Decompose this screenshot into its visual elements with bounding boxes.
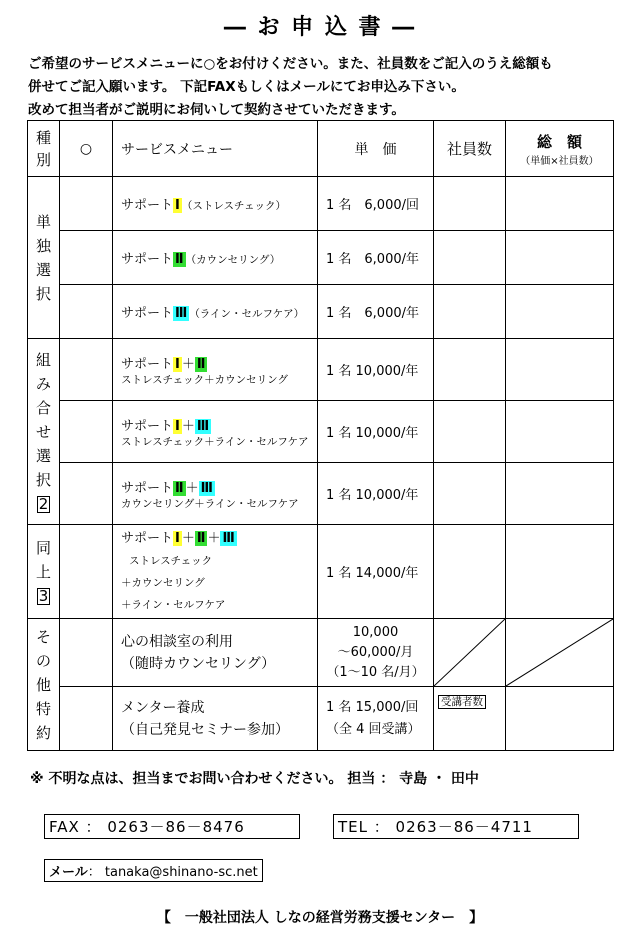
total-cell[interactable] bbox=[506, 339, 614, 401]
attendees-badge: 受講者数 bbox=[438, 695, 486, 709]
unit-price: 1 名 10,000/年 bbox=[318, 463, 434, 525]
cat-char: 独 bbox=[35, 236, 51, 255]
service-sub: （随時カウンセリング） bbox=[121, 655, 276, 672]
select-cell[interactable] bbox=[60, 401, 113, 463]
cat-char: 同 bbox=[35, 538, 51, 557]
select-cell[interactable] bbox=[60, 687, 113, 751]
header-type bbox=[28, 121, 60, 177]
cat-char: 合 bbox=[35, 398, 51, 417]
employees-cell[interactable] bbox=[434, 177, 506, 231]
intro-line-3: 改めて担当者がご説明にお伺いして契約させていただきます。 bbox=[28, 102, 405, 118]
email-field bbox=[44, 859, 263, 882]
category-single bbox=[28, 177, 60, 339]
unit-price: 1 名 6,000/年 bbox=[318, 285, 434, 339]
service-menu bbox=[113, 285, 318, 339]
total-cell[interactable] bbox=[506, 401, 614, 463]
email-label: メール bbox=[49, 865, 88, 880]
header-employees: 社員数 bbox=[434, 121, 506, 177]
cat-char: の bbox=[35, 651, 51, 670]
select-cell[interactable] bbox=[60, 463, 113, 525]
total-cell[interactable] bbox=[506, 463, 614, 525]
service-sub: （カウンセリング） bbox=[185, 254, 281, 266]
fax-number: FAX ： 0263－86－8476 bbox=[44, 814, 300, 839]
price-line: 1 名 15,000/回 bbox=[326, 699, 419, 715]
header-price: 単 価 bbox=[318, 121, 434, 177]
unit-price bbox=[318, 619, 434, 687]
support-badge-3: Ⅲ bbox=[175, 306, 188, 321]
employees-cell-na bbox=[434, 619, 506, 687]
plus: ＋ bbox=[181, 418, 195, 434]
service-menu bbox=[113, 177, 318, 231]
cat-char: 択 bbox=[35, 470, 51, 489]
service-menu bbox=[113, 401, 318, 463]
intro-line-1: ご希望のサービスメニューに○をお付けください。また、社員数をご記入のうえ総額も bbox=[28, 56, 553, 72]
unit-price: 1 名 10,000/年 bbox=[318, 339, 434, 401]
select-cell[interactable] bbox=[60, 231, 113, 285]
support-badge-2: Ⅱ bbox=[196, 356, 206, 372]
select-cell[interactable] bbox=[60, 339, 113, 401]
table-row bbox=[28, 687, 614, 751]
unit-price: 1 名 6,000/回 bbox=[318, 177, 434, 231]
header-total bbox=[506, 121, 614, 177]
intro-line-2: 併せてご記入願います。 下記FAXもしくはメールにてお申込み下さい。 bbox=[28, 79, 465, 95]
plus: ＋ bbox=[181, 356, 195, 372]
support-badge-2: Ⅱ bbox=[196, 530, 206, 546]
total-cell[interactable] bbox=[506, 231, 614, 285]
table-row bbox=[28, 285, 614, 339]
organization-footer: 【 一般社団法人 しなの経営労務支援センター 】 bbox=[156, 910, 484, 926]
support-badge-1: Ⅰ bbox=[175, 356, 180, 372]
service-menu bbox=[113, 687, 318, 751]
service-menu bbox=[113, 525, 318, 619]
employees-cell[interactable] bbox=[434, 401, 506, 463]
price-line: 10,000 bbox=[352, 624, 399, 640]
employees-cell[interactable] bbox=[434, 339, 506, 401]
unit-price: 1 名 14,000/年 bbox=[318, 525, 434, 619]
price-line: （1～10 名/月） bbox=[326, 664, 425, 680]
total-cell[interactable] bbox=[506, 687, 614, 751]
header-type-2: 別 bbox=[35, 150, 51, 169]
price-line: （全 4 回受講） bbox=[326, 721, 421, 737]
category-combo bbox=[28, 339, 60, 525]
page-title: ― お 申 込 書 ― bbox=[223, 15, 417, 40]
service-name: サポート bbox=[121, 480, 174, 496]
diagonal-line bbox=[434, 619, 505, 686]
service-sub: （ライン・セルフケア） bbox=[189, 308, 305, 320]
category-other bbox=[28, 619, 60, 751]
cat-char: 単 bbox=[35, 212, 51, 231]
application-table bbox=[27, 120, 614, 751]
category-same bbox=[28, 525, 60, 619]
table-row bbox=[28, 231, 614, 285]
service-sub: カウンセリング＋ライン・セルフケア bbox=[121, 497, 299, 510]
service-sub: ストレスチェック bbox=[129, 554, 213, 567]
total-cell[interactable] bbox=[506, 285, 614, 339]
support-badge-3: Ⅲ bbox=[196, 418, 210, 434]
service-name: サポート bbox=[121, 530, 174, 546]
table-row bbox=[28, 463, 614, 525]
cat-char: 他 bbox=[35, 675, 51, 694]
employees-cell[interactable] bbox=[434, 687, 506, 751]
table-row bbox=[28, 401, 614, 463]
service-menu bbox=[113, 463, 318, 525]
table-row bbox=[28, 525, 614, 619]
tel-number: TEL ： 0263－86－4711 bbox=[333, 814, 579, 839]
cat-char: 択 bbox=[35, 284, 51, 303]
cat-char: そ bbox=[35, 627, 51, 646]
support-badge-1: Ⅰ bbox=[175, 418, 180, 434]
cat-char: 選 bbox=[35, 260, 51, 279]
header-type-1: 種 bbox=[35, 128, 51, 147]
select-cell[interactable] bbox=[60, 619, 113, 687]
total-cell-na bbox=[506, 619, 614, 687]
support-badge-3: Ⅲ bbox=[222, 530, 235, 546]
support-badge-1: Ⅰ bbox=[175, 198, 180, 213]
select-cell[interactable] bbox=[60, 285, 113, 339]
service-name: サポート bbox=[121, 198, 174, 213]
service-name: サポート bbox=[121, 252, 174, 267]
support-badge-2: Ⅱ bbox=[175, 252, 184, 267]
cat-char: せ bbox=[35, 422, 51, 441]
header-menu: サービスメニュー bbox=[113, 121, 318, 177]
cat-char: み bbox=[35, 374, 51, 393]
support-badge-1: Ⅰ bbox=[175, 530, 180, 546]
select-cell[interactable] bbox=[60, 177, 113, 231]
table-row bbox=[28, 619, 614, 687]
service-menu bbox=[113, 339, 318, 401]
cat-char: 約 bbox=[35, 723, 51, 742]
employees-cell[interactable] bbox=[434, 231, 506, 285]
service-name: メンター養成 bbox=[121, 699, 205, 716]
service-sub: （自己発見セミナー参加） bbox=[121, 721, 289, 738]
email-value[interactable]: ： tanaka@shinano-sc.net bbox=[87, 865, 258, 880]
service-sub: ＋カウンセリング bbox=[121, 576, 205, 589]
plus: ＋ bbox=[207, 530, 221, 546]
service-sub: ＋ライン・セルフケア bbox=[121, 598, 226, 611]
table-row bbox=[28, 339, 614, 401]
cat-char: 組 bbox=[35, 350, 51, 369]
service-menu bbox=[113, 231, 318, 285]
unit-price: 1 名 10,000/年 bbox=[318, 401, 434, 463]
unit-price: 1 名 6,000/年 bbox=[318, 231, 434, 285]
employees-cell[interactable] bbox=[434, 285, 506, 339]
service-sub: ストレスチェック＋カウンセリング bbox=[121, 373, 288, 386]
table-header-row bbox=[28, 121, 614, 177]
total-cell[interactable] bbox=[506, 177, 614, 231]
table-row bbox=[28, 177, 614, 231]
header-total-note: （単価×社員数） bbox=[520, 155, 599, 167]
plus: ＋ bbox=[185, 480, 199, 496]
employees-cell[interactable] bbox=[434, 525, 506, 619]
total-cell[interactable] bbox=[506, 525, 614, 619]
support-badge-2: Ⅱ bbox=[175, 480, 184, 496]
service-name: サポート bbox=[121, 306, 174, 321]
service-name: サポート bbox=[121, 418, 174, 434]
support-badge-3: Ⅲ bbox=[200, 480, 213, 496]
select-cell[interactable] bbox=[60, 525, 113, 619]
service-menu bbox=[113, 619, 318, 687]
header-total-label: 総 額 bbox=[536, 132, 582, 151]
cat-char: 特 bbox=[35, 699, 51, 718]
price-line: ～60,000/月 bbox=[337, 644, 414, 660]
diagonal-line bbox=[506, 619, 613, 686]
cat-char: 選 bbox=[35, 446, 51, 465]
service-name: 心の相談室の利用 bbox=[121, 633, 233, 650]
category-number: 3 bbox=[38, 586, 49, 605]
employees-cell[interactable] bbox=[434, 463, 506, 525]
service-sub: （ストレスチェック） bbox=[181, 200, 287, 212]
service-sub: ストレスチェック＋ライン・セルフケア bbox=[121, 435, 309, 448]
service-name: サポート bbox=[121, 356, 174, 372]
contact-note: ※ 不明な点は、担当までお問い合わせください。 担当 ： 寺島 ・ 田中 bbox=[30, 771, 479, 787]
unit-price bbox=[318, 687, 434, 751]
header-circle: ○ bbox=[60, 121, 113, 177]
category-number: 2 bbox=[38, 494, 49, 513]
plus: ＋ bbox=[181, 530, 195, 546]
cat-char: 上 bbox=[35, 562, 51, 581]
